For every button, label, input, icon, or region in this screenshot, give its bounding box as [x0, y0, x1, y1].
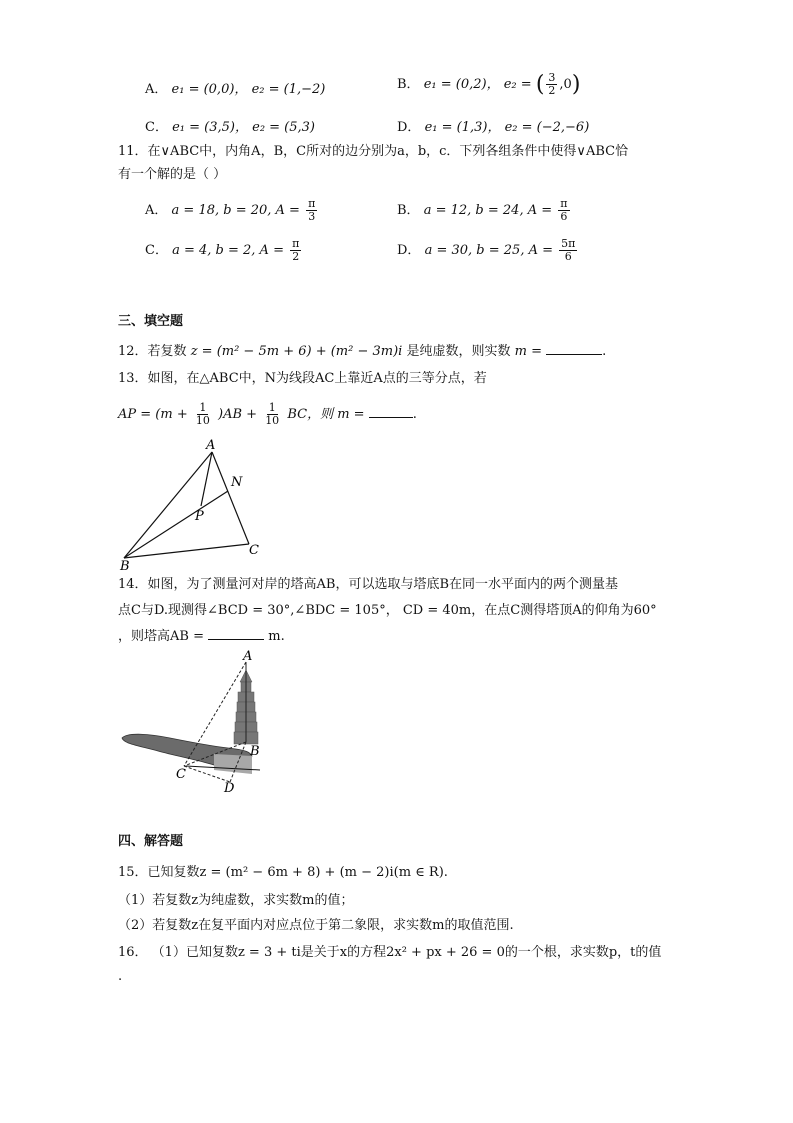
river-bank — [214, 754, 252, 774]
segment-ap — [201, 452, 212, 506]
label-b: B — [250, 744, 260, 759]
q13-vector-ab: )AB + — [218, 407, 258, 422]
label-c: C — [176, 767, 186, 782]
fraction-numerator: 1 — [268, 401, 276, 414]
fraction — [546, 72, 557, 97]
label-n: N — [231, 475, 243, 490]
q15-part1: （1）若复数z为纯虚数，求实数m的值； — [118, 893, 354, 908]
answer-blank[interactable] — [208, 639, 264, 640]
q13-end: . — [412, 407, 417, 422]
fraction-denominator: 6 — [560, 210, 568, 223]
option-condition: a = 12, b = 24, A = — [423, 203, 553, 218]
fraction-denominator: 6 — [564, 250, 572, 263]
q12-variable: m = — [514, 344, 542, 359]
fraction — [559, 238, 577, 263]
q13-vector-ap: AP = (m + — [118, 407, 188, 422]
fraction-denominator: 2 — [548, 84, 556, 97]
vector-e1: e₁ = (1,3)， — [424, 120, 501, 135]
vector-e2: e₂ = (1,−2) — [251, 82, 326, 97]
q14-line2: 点C与D.现测得∠BCD = 30°,∠BDC = 105°， CD = 40m，在点C测得塔顶A的仰角为60° — [118, 603, 657, 618]
fraction-numerator: 1 — [199, 401, 207, 414]
section-heading-solutions: 四、解答题 — [118, 834, 184, 849]
q13-variable: m = — [337, 407, 365, 422]
q10-option-d — [397, 116, 589, 135]
q12-expression: z = (m² − 5m + 6) + (m² − 3m)i — [190, 344, 403, 359]
vector-e1: e₁ = (3,5)， — [172, 120, 248, 135]
section-heading-fill-in: 三、填空题 — [118, 314, 184, 329]
option-condition: a = 4, b = 2, A = — [172, 243, 284, 258]
q14-line1: 14．如图，为了测量河对岸的塔高AB，可以选取与塔底B在同一水平面内的两个测量基 — [118, 577, 619, 592]
fraction — [306, 198, 317, 223]
option-label: A． — [145, 203, 168, 218]
q14-line3 — [118, 628, 285, 646]
fraction-numerator: 3 — [548, 71, 556, 84]
vector-e2-suffix: ,0 — [559, 77, 572, 92]
q13-line2 — [118, 402, 417, 427]
option-label: B． — [397, 203, 420, 218]
option-condition: a = 30, b = 25, A = — [424, 243, 553, 258]
vector-e1: e₁ = (0,2)， — [423, 77, 500, 92]
q14-prefix: ，则塔高AB = — [118, 629, 204, 644]
option-label: C． — [145, 120, 168, 135]
vector-e2: e₂ = (5,3) — [252, 120, 316, 135]
q11-option-a — [145, 198, 319, 223]
q10-option-a — [145, 78, 325, 97]
segment-ab — [124, 452, 212, 558]
q11-stem-line2: 有一个解的是（ ） — [118, 167, 227, 182]
option-label: D． — [397, 243, 421, 258]
left-paren: ( — [535, 72, 545, 97]
q10-option-b — [397, 72, 580, 97]
fraction-denominator: 2 — [292, 250, 300, 263]
option-label: B． — [397, 77, 420, 92]
q16-stem: 16． （1）已知复数z = 3 + ti是关于x的方程2x² + px + 26 = 0的一个根，求实数p，t的值 — [118, 945, 662, 960]
fraction-numerator: π — [292, 237, 300, 250]
fraction — [263, 402, 281, 427]
fraction-numerator: π — [308, 197, 316, 210]
vector-e2: e₂ = (−2,−6) — [504, 120, 590, 135]
q15-part2: （2）若复数z在复平面内对应点位于第二象限，求实数m的取值范围. — [118, 918, 514, 933]
label-d: D — [224, 781, 235, 796]
vector-e2-prefix: e₂ = — [503, 77, 532, 92]
vector-e1: e₁ = (0,0)， — [171, 82, 248, 97]
q13-line1: 13．如图，在△ABC中，N为线段AC上靠近A点的三等分点，若 — [118, 371, 487, 386]
triangle-figure — [110, 436, 280, 572]
fraction — [290, 238, 301, 263]
label-c: C — [249, 543, 259, 558]
option-label: A． — [145, 82, 168, 97]
q12 — [118, 343, 606, 361]
fraction — [194, 402, 212, 427]
label-a: A — [243, 649, 253, 664]
q11-option-c — [145, 238, 303, 263]
answer-blank[interactable] — [546, 354, 602, 355]
fraction-numerator: π — [560, 197, 568, 210]
fraction — [558, 198, 569, 223]
fraction-denominator: 10 — [195, 414, 210, 427]
answer-blank[interactable] — [369, 417, 413, 418]
label-a: A — [206, 438, 216, 453]
fraction-numerator: 5π — [561, 237, 576, 250]
q12-end: . — [602, 344, 607, 359]
q16-tail: . — [118, 969, 123, 984]
option-label: D． — [397, 120, 421, 135]
option-condition: a = 18, b = 20, A = — [171, 203, 300, 218]
q12-text: 是纯虚数，则实数 — [406, 344, 511, 359]
q15-stem: 15．已知复数z = (m² − 6m + 8) + (m − 2)i(m ∈ R). — [118, 865, 448, 880]
right-paren: ) — [571, 72, 581, 97]
label-p: P — [195, 509, 204, 524]
label-b: B — [120, 559, 130, 572]
q14-unit: m. — [268, 629, 285, 644]
q11-option-d — [397, 238, 579, 263]
q11-option-b — [397, 198, 572, 223]
q12-prefix: 12．若复数 — [118, 344, 187, 359]
q11-stem-line1: 11．在∨ABC中，内角A，B，C所对的边分别为a，b，c．下列各组条件中使得∨ABC恰 — [118, 144, 629, 159]
tower-figure — [110, 648, 290, 796]
fraction-denominator: 10 — [265, 414, 280, 427]
q10-option-c — [145, 116, 315, 135]
fraction-denominator: 3 — [308, 210, 316, 223]
option-label: C． — [145, 243, 168, 258]
q13-vector-bc: BC，则 — [287, 407, 334, 422]
